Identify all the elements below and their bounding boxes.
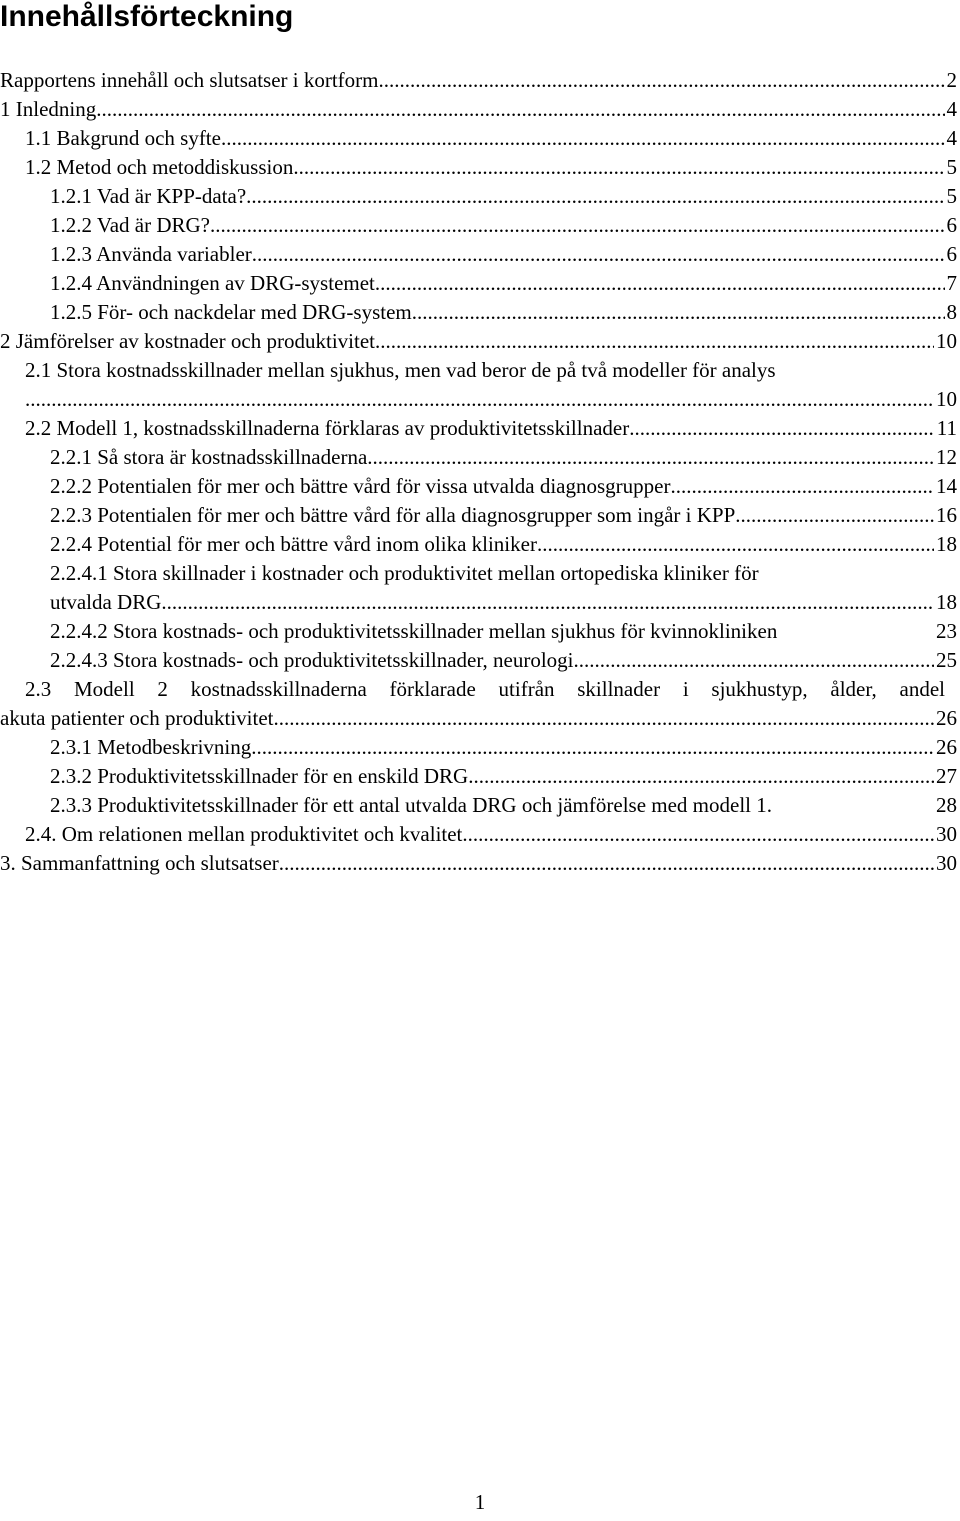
toc-entry-page: 6 (946, 213, 957, 237)
dot-leader (375, 327, 934, 356)
toc-entry[interactable] (0, 791, 960, 820)
toc-entry-page: 26 (936, 706, 957, 730)
toc-entry[interactable] (0, 182, 960, 211)
toc-entry[interactable] (0, 356, 960, 414)
toc-entry-text: 2.3 Modell 2 kostnadsskillnaderna förklarade utifrån skillnader i sjukhustyp, ålder, andel (25, 677, 945, 701)
dot-leader (462, 820, 934, 849)
toc-entry-text: 2.3.1 Metodbeskrivning (50, 733, 251, 762)
toc-entry-text: 2.3.2 Produktivitetsskillnader för en enskild DRG (50, 762, 468, 791)
toc-entry[interactable] (0, 530, 960, 559)
toc-entry-page: 8 (946, 300, 957, 324)
dot-leader (251, 733, 934, 762)
toc-entry-page: 4 (946, 97, 957, 121)
toc-entry-continuation: utvalda DRG (50, 588, 161, 617)
toc-entry[interactable] (0, 124, 960, 153)
toc-entry[interactable] (0, 153, 960, 182)
toc-entry-text: 2.3.3 Produktivitetsskillnader för ett antal utvalda DRG och jämförelse med modell 1. (50, 791, 772, 820)
toc-entry[interactable] (0, 675, 960, 733)
toc-entry-continuation: akuta patienter och produktivitet (0, 704, 274, 733)
toc-entry[interactable] (0, 646, 960, 675)
toc-entry-text: 2.2.4.1 Stora skillnader i kostnader och produktivitet mellan ortopediska kliniker för (50, 561, 759, 585)
toc-entry-page: 4 (946, 126, 957, 150)
toc-entry[interactable] (0, 211, 960, 240)
toc-entry-text: 3. Sammanfattning och slutsatser (0, 849, 279, 878)
toc-entry-page: 12 (936, 445, 957, 469)
dot-leader (367, 443, 934, 472)
page-number: 1 (474, 1490, 486, 1514)
toc-entry[interactable] (0, 298, 960, 327)
toc-entry[interactable] (0, 501, 960, 530)
toc-entry[interactable] (0, 95, 960, 124)
toc-entry-text: 2.2.4 Potential för mer och bättre vård inom olika kliniker (50, 530, 537, 559)
dot-leader (468, 762, 934, 791)
toc-entry-page: 26 (936, 735, 957, 759)
dot-leader (246, 182, 944, 211)
toc-entry[interactable] (0, 559, 960, 617)
toc-entry[interactable] (0, 762, 960, 791)
toc-entry[interactable] (0, 327, 960, 356)
toc-entry-text: 2.1 Stora kostnadsskillnader mellan sjukhus, men vad beror de på två modeller för analys (25, 358, 776, 382)
toc-entry-text: 1.2.1 Vad är KPP-data? (50, 182, 246, 211)
toc-entry[interactable] (0, 414, 960, 443)
toc-entry-text: 2 Jämförelser av kostnader och produktivitet (0, 327, 375, 356)
toc-entry[interactable] (0, 472, 960, 501)
dot-leader (412, 298, 945, 327)
toc-entry-text: 1.2.5 För- och nackdelar med DRG-system (50, 298, 412, 327)
toc-entry-page: 6 (946, 242, 957, 266)
toc-entry-text: 1.2.4 Användningen av DRG-systemet (50, 269, 375, 298)
table-of-contents (0, 66, 960, 878)
toc-entry-text: 2.2.2 Potentialen för mer och bättre vård för vissa utvalda diagnosgrupper (50, 472, 670, 501)
page-title: Innehållsförteckning (0, 0, 294, 33)
toc-entry[interactable] (0, 849, 960, 878)
dot-leader (574, 646, 934, 675)
toc-entry-page: 5 (946, 184, 957, 208)
toc-entry-page: 25 (936, 648, 957, 672)
toc-entry-text: 2.2.3 Potentialen för mer och bättre vård för alla diagnosgrupper som ingår i KPP (50, 501, 735, 530)
toc-entry[interactable] (0, 820, 960, 849)
toc-entry[interactable] (0, 269, 960, 298)
dot-leader (537, 530, 934, 559)
toc-entry-page: 30 (936, 822, 957, 846)
toc-entry-text: 1.1 Bakgrund och syfte (25, 124, 221, 153)
toc-entry-text: 2.2.4.2 Stora kostnads- och produktivitetsskillnader mellan sjukhus för kvinnokliniken (50, 617, 777, 646)
toc-entry-text: 1.2 Metod och metoddiskussion (25, 153, 293, 182)
dot-leader (379, 66, 945, 95)
toc-entry-page: 23 (936, 619, 957, 643)
dot-leader (279, 849, 934, 878)
toc-entry[interactable] (0, 733, 960, 762)
dot-leader (735, 501, 934, 530)
toc-entry-text: 1.2.3 Använda variabler (50, 240, 252, 269)
toc-entry[interactable] (0, 617, 960, 646)
toc-entry-text: 2.2 Modell 1, kostnadsskillnaderna förklaras av produktivitetsskillnader (25, 414, 629, 443)
toc-entry[interactable] (0, 240, 960, 269)
toc-entry-page: 18 (936, 532, 957, 556)
dot-leader (629, 414, 935, 443)
toc-entry[interactable] (0, 443, 960, 472)
toc-entry-page: 18 (936, 590, 957, 614)
toc-entry-page: 2 (946, 68, 957, 92)
dot-leader (96, 95, 944, 124)
dot-leader (252, 240, 945, 269)
toc-entry-text: 1 Inledning (0, 95, 96, 124)
toc-entry[interactable] (0, 66, 960, 95)
toc-entry-text: 1.2.2 Vad är DRG? (50, 211, 210, 240)
dot-leader (25, 385, 934, 414)
toc-entry-page: 27 (936, 764, 957, 788)
dot-leader (274, 704, 935, 733)
dot-leader (375, 269, 945, 298)
dot-leader (293, 153, 944, 182)
toc-entry-text: 2.2.1 Så stora är kostnadsskillnaderna (50, 443, 367, 472)
dot-leader (221, 124, 945, 153)
toc-entry-text: Rapportens innehåll och slutsatser i kortform (0, 66, 379, 95)
toc-entry-page: 30 (936, 851, 957, 875)
toc-entry-text: 2.4. Om relationen mellan produktivitet och kvalitet (25, 820, 462, 849)
dot-leader (210, 211, 944, 240)
toc-entry-text: 2.2.4.3 Stora kostnads- och produktivitetsskillnader, neurologi (50, 646, 574, 675)
toc-entry-page: 7 (946, 271, 957, 295)
toc-entry-page: 14 (936, 474, 957, 498)
dot-leader (161, 588, 934, 617)
toc-entry-page: 16 (936, 503, 957, 527)
dot-leader (670, 472, 934, 501)
toc-entry-page: 10 (936, 329, 957, 353)
toc-entry-page: 5 (946, 155, 957, 179)
toc-entry-page: 10 (936, 387, 957, 411)
toc-entry-page: 11 (936, 416, 957, 440)
toc-entry-page: 28 (936, 793, 957, 817)
